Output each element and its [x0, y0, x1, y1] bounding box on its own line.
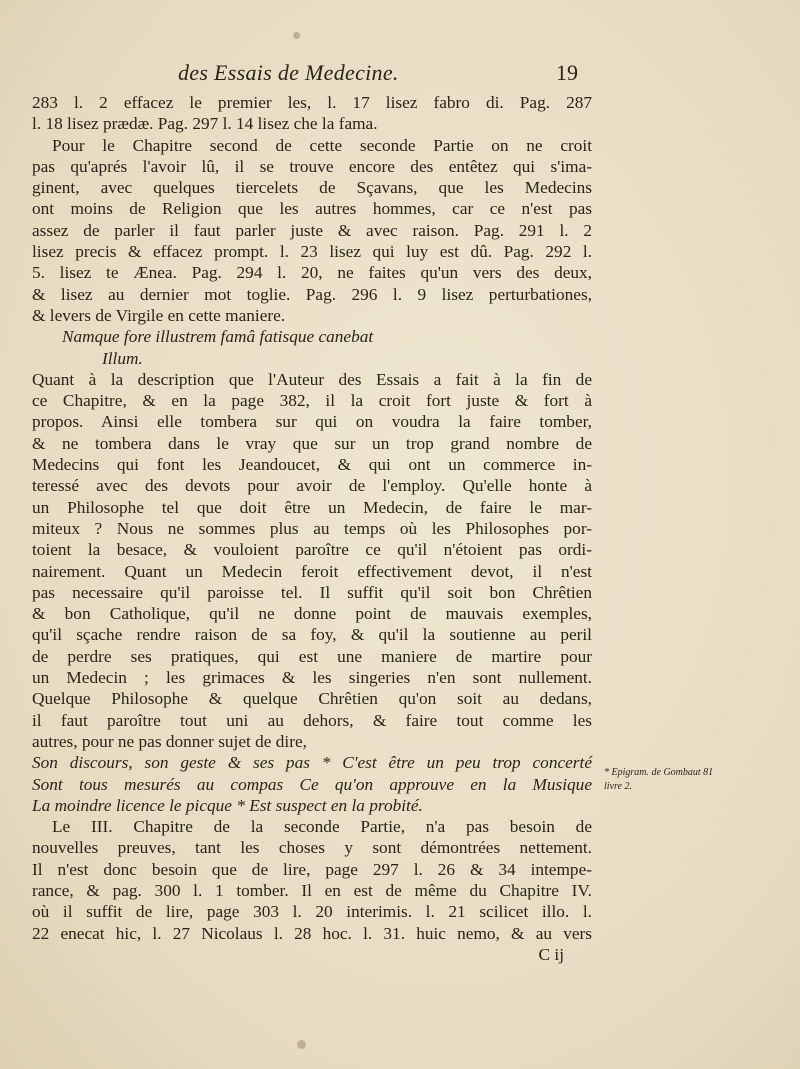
- verse-line: Sont tous mesurés au compas Ce qu'on approuve en la Musique: [32, 774, 592, 794]
- text-line: teressé avec des devots pour avoir de l'employ. Qu'elle honte à: [32, 476, 592, 496]
- text-line: où il suffit de lire, page 303 l. 20 interimis. l. 21 scilicet illo. l.: [32, 902, 592, 922]
- text-line: 22 enecat hic, l. 27 Nicolaus l. 28 hoc. l. 31. huic nemo, & au vers: [32, 923, 592, 943]
- text-line: un Philosophe tel que doit être un Medecin, de faire le mar-: [32, 497, 592, 517]
- text-line: nairement. Quant un Medecin feroit effectivement devot, il n'est: [32, 561, 592, 581]
- verse-line: Son discours, son geste & ses pas * C'est être un peu trop concerté: [32, 753, 592, 773]
- page-number: 19: [556, 60, 578, 85]
- running-title: des Essais de Medecine.: [178, 60, 399, 85]
- margin-note: * Epigram. de Gombaut 81 livre 2.: [604, 767, 714, 792]
- text-line: assez de parler il faut parler juste & avec raison. Pag. 291 l. 2: [32, 220, 592, 240]
- text-line: ce Chapitre, & en la page 382, il la croit fort juste & fort à: [32, 391, 592, 411]
- text-line: pas necessaire qu'il paroisse tel. Il suffit qu'il soit bon Chrêtien: [32, 582, 592, 602]
- text-line: l. 18 lisez prædæ. Pag. 297 l. 14 lisez che la fama.: [32, 114, 378, 134]
- text-line: miteux ? Nous ne sommes plus au temps où les Philosophes por-: [32, 518, 592, 538]
- text-line: nouvelles preuves, tant les choses y sont démontrées nettement.: [32, 838, 592, 858]
- text-line: propos. Ainsi elle tombera sur qui on voudra la faire tomber,: [32, 412, 592, 432]
- text-line: ginent, avec quelques tiercelets de Sçavans, que les Medecins: [32, 178, 592, 198]
- text-line: & levers de Virgile en cette maniere.: [32, 305, 286, 325]
- text-line: & bon Catholique, qu'il ne donne point de mauvais exemples,: [32, 604, 592, 624]
- text-line: Quelque Philosophe & quelque Chrêtien qu'on soit au dedans,: [32, 689, 592, 709]
- text-line: & lisez au dernier mot toglie. Pag. 296 l. 9 lisez perturbationes,: [32, 284, 592, 304]
- page-header: [0, 60, 800, 90]
- verse-line: Namque fore illustrem famâ fatisque canebat: [62, 327, 374, 347]
- text-line: un Medecin ; les grimaces & les singeries n'en sont nullement.: [32, 668, 592, 688]
- text-line: qu'il sçache rendre raison de sa foy, & qu'il la soutienne au peril: [32, 625, 592, 645]
- text-line: lisez precis & effacez prompt. l. 23 lisez qui luy est dû. Pag. 292 l.: [32, 242, 592, 262]
- text-line: toient la besace, & vouloient paroître ce qu'il n'étoient pas ordi-: [32, 540, 592, 560]
- ink-spot: [293, 32, 300, 39]
- text-line: Medecins qui font les Jeandoucet, & qui ont un commerce in-: [32, 455, 592, 475]
- paragraph-start: Pour le Chapitre second de cette seconde Partie on ne croit: [52, 135, 592, 155]
- text-line: & ne tombera dans le vray que sur un trop grand nombre de: [32, 433, 592, 453]
- text-line: ont moins de Religion que les autres hommes, car ce n'est pas: [32, 199, 592, 219]
- paragraph-start: Le III. Chapitre de la seconde Partie, n'a pas besoin de: [52, 817, 592, 837]
- paragraph-start: Quant à la description que l'Auteur des Essais a fait à la fin de: [32, 369, 592, 389]
- text-line: 283 l. 2 effacez le premier les, l. 17 lisez fabro di. Pag. 287: [32, 93, 592, 112]
- text-line: il faut paroître tout uni au dehors, & faire tout comme les: [32, 710, 592, 730]
- text-line: pas qu'aprés l'avoir lû, il se trouve encore des entêtez qui s'ima-: [32, 156, 592, 176]
- text-line: 5. lisez te Ænea. Pag. 294 l. 20, ne faites qu'un vers des deux,: [32, 263, 592, 283]
- text-line: autres, pour ne pas donner sujet de dire,: [32, 731, 307, 751]
- text-line: Il n'est donc besoin que de lire, page 297 l. 26 & 34 intempe-: [32, 859, 592, 879]
- text-line: de perdre ses pratiques, qui est une maniere de martire pour: [32, 646, 592, 666]
- text-line: rance, & pag. 300 l. 1 tomber. Il en est de même du Chapitre IV.: [32, 880, 592, 900]
- verse-line: Illum.: [102, 348, 143, 368]
- verse-line: La moindre licence le picque * Est suspect en la probité.: [32, 795, 423, 815]
- catchword: C ij: [538, 944, 564, 964]
- body-text: [32, 92, 592, 965]
- ink-spot: [297, 1040, 306, 1049]
